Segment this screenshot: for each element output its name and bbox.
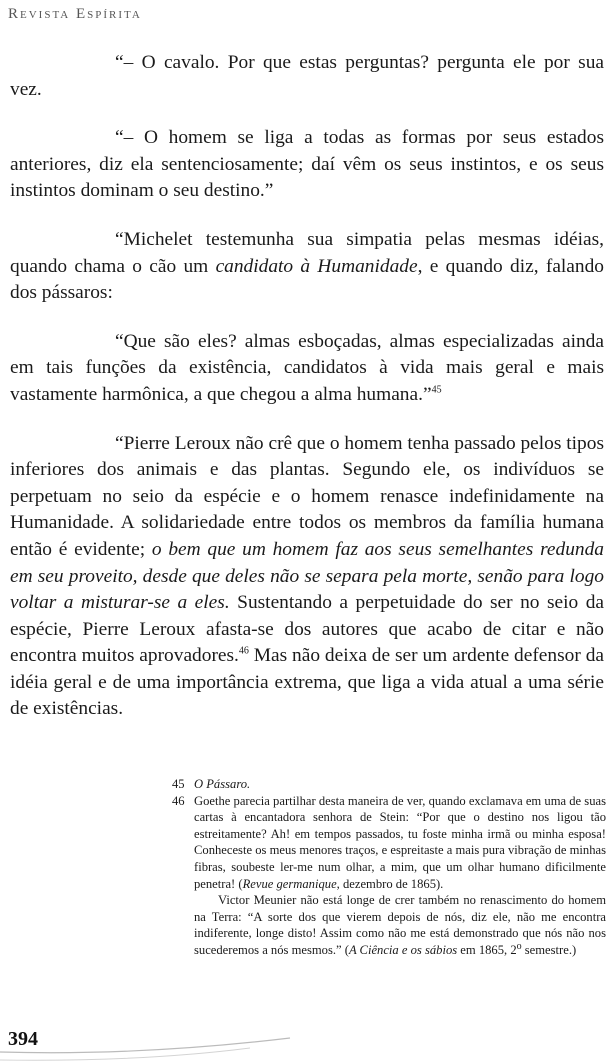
footnote-46 bbox=[172, 793, 606, 959]
page-number: 394 bbox=[8, 1028, 38, 1050]
paragraph-4: “Que são eles? almas esboçadas, almas especializadas ainda em tais funções da existência, candidatos à vida mais geral e mais vastamente harmônica, a que chegou a alma humana.”$^{45}$ bbox=[10, 330, 604, 405]
main-text bbox=[10, 50, 604, 723]
paragraph-1: “– O cavalo. Por que estas perguntas? pergunta ele por sua vez. bbox=[10, 52, 604, 100]
footnote-ref-45: 45 bbox=[431, 384, 442, 396]
paragraph-2: “– O homem se liga a todas as formas por seus estados anteriores, diz ela sentenciosamente; daí vêm os seus instintos, e os seus instintos dominam o seu destino.” bbox=[10, 127, 604, 202]
italic-phrase: o bem que um homem faz aos seus semelhantes redunda em seu proveito, desde que deles não se separa pela morte, senão para logo voltar a misturar-se a eles. bbox=[10, 538, 604, 614]
paragraph-3: “Michelet testemunha sua simpatia pelas mesmas idéias, quando chama o cão um candidato à Humanidade, e quando diz, falando dos pássaros: bbox=[10, 228, 605, 304]
footnote-text: Goethe parecia partilhar desta maneira de ver, quando exclamava em uma de suas cartas à encantadora senhora de Stein: “Por que o destino nos ligou tão estreitamente? Ah! em tempos passados, tu foste minha irmã ou minha esposa! Conheceste os meus menores traços, e espreitaste a mais pura vibração de minhas fibras, soubeste ler-me num olhar, a mim, que um olhar humano dificilmente penetra! (Revue germanique, dezembro de 1865). bbox=[194, 793, 606, 891]
footnote-text: O Pássaro. bbox=[194, 777, 251, 791]
footnote-number: 45 bbox=[172, 777, 185, 791]
paragraph-5: “Pierre Leroux não crê que o homem tenha passado pelos tipos inferiores dos animais e das plantas. Segundo ele, os indivíduos se perpetuam no seio da espécie e o homem renasce indefinidamente na Humanidade. A solidariedade entre todos os membros da família humana então é evidente; o bem que um homem faz aos seus semelhantes redunda em seu proveito, desde que deles não se separa pela morte, senão para logo voltar a misturar-se a eles. Sustentando a perpetuidade do ser no seio da espécie, Pierre Leroux afasta-se dos autores que acabo de citar e não encontra muitos aprovadores.$^{46}$ Mas não deixa de ser um ardente defensor da idéia geral e de uma importância extrema, que liga a vida atual a uma série de existências. bbox=[10, 432, 604, 720]
italic-phrase: candidato à Humanidade bbox=[215, 255, 418, 277]
footnotes bbox=[172, 776, 606, 959]
running-header: Revista Espírita bbox=[8, 6, 142, 22]
footnote-ref-46: 46 bbox=[238, 645, 249, 657]
footnote-number: 46 bbox=[172, 793, 185, 808]
footnote-45 bbox=[172, 776, 606, 793]
footnote-text-continued: Victor Meunier não está longe de crer também no renascimento do homem na Terra: “A sorte dos que vierem depois de nós, diz ele, não me encontra indiferente, longe disto! Assim como não me está demonstrado que nós não nos sucederemos a nós mesmos.” (A Ciência e os sábios em 1865, 2$^o$ semestre.) bbox=[194, 893, 606, 957]
page-corner-curve bbox=[0, 1030, 300, 1064]
